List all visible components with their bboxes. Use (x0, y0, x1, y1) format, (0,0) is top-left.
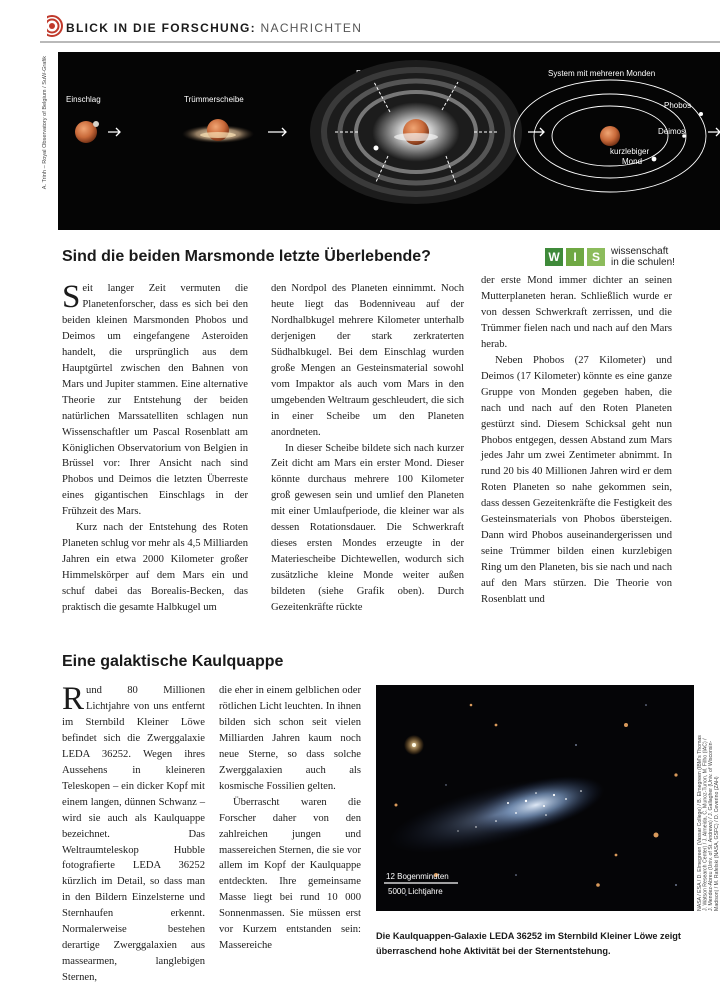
galaxy-credit (698, 685, 718, 911)
article1-column1 (62, 281, 248, 616)
section-header (66, 21, 362, 35)
article2-col1-text: und 80 Millionen Lichtjahre von uns entfernt im Sternbild Kleiner Löwe befindet sich die Zwerggalaxie LEDA 36252. Wegen ihres Aussehens in kleineren Teleskopen – ein dicker Kopf mit einem langen, dünnen Schwanz – wird sie auch als Kaulquappe bezeichnet. Das Weltraumteleskop Hubble fotografierte LEDA 36252 kürzlich im Detail, so dass man in den Bildern Einzelsterne und Sternhaufen erkennt. Normalerweise bestehen derartige Zwerggalaxien aus massearmen, langlebigen Sternen, (62, 685, 205, 984)
article2-dropcap: R (62, 681, 85, 717)
section-logo-icon (40, 14, 64, 38)
article1-paragraph (62, 281, 248, 520)
mars-stage4 (600, 126, 620, 146)
subsection-name: NACHRICHTEN (260, 21, 363, 35)
article2-paragraph: die eher in einem gelblichen oder rötlichen Licht leuchten. In ihnen bilden sich schon seit vielen Milliarden Jahren kaum noch neue Sterne, so dass solche Zwerggalaxien auch als kosmische Fossilien gelten. (219, 685, 361, 792)
wis-letter-i: I (566, 248, 584, 266)
article1-paragraph: Neben Phobos (27 Kilometer) und Deimos (17 Kilometer) könnte es eine ganze Gruppe von Monden gegeben haben, die nach und nach auf den Roten Planeten gestürzt sind. Diesem Schicksal geht nun Phobos entgegen, dessen Abstand zum Mars jedes Jahr um zwei Zentimeter abnimmt. In rund 20 bis 40 Millionen Jahren wird er dem Roten Planeten so nahe gekommen sein, dass dessen Gezeitenkräfte die Festigkeit des Gesteinsmaterials von Phobos übersteigen. Dann wird Phobos auseinandergerissen und seine Trümmer bilden einen kurzlebigen Ring um den Planeten, bis sie nach und nach auf den Mars stürzen. Die Theorie von Rosenblatt und (481, 354, 672, 606)
article1-dropcap: S (62, 279, 81, 315)
wis-label-line1: wissenschaft (611, 246, 669, 257)
infographic-credit-text: A. Trinh – Royal Observatory of Belgium / SuW-Grafik (42, 56, 48, 190)
wis-badge[interactable] (545, 244, 720, 270)
short-lived-moon-dot (652, 157, 657, 162)
infographic-credit (42, 56, 54, 232)
label-multi-moon: System mit mehreren Monden (548, 69, 656, 78)
phobos-dot (699, 112, 703, 116)
article1-column3 (481, 273, 672, 608)
wis-letter-w: W (545, 248, 563, 266)
article1-paragraph: In dieser Scheibe bildete sich nach kurzer Zeit dicht am Mars ein erster Mond. Dieser könnte durchaus mehrere 100 Kilometer groß gewesen sein und umlief den Planeten mit einer Umlaufperiode, die kleiner war als dessen Rotationsdauer. Die Schwerkraft dieses ersten Mondes erzeugte in der Materiescheibe Dichtewellen, wodurch sich zusätzliche kleine Monde weiter außen bildeten (siehe Grafik oben). Durch Gezeitenkräfte rückte (271, 442, 464, 614)
arrow-icon (708, 128, 720, 136)
article2-column2 (219, 683, 361, 954)
label-short-lived-2: Mond (622, 157, 643, 166)
mars-stage3 (403, 119, 429, 145)
label-debris-disk: Trümmerscheibe (184, 95, 244, 104)
label-impact: Einschlag (66, 95, 101, 104)
galaxy-image (376, 685, 694, 911)
arrow-icon (108, 128, 120, 136)
wis-label-line2: in die schulen! (611, 257, 675, 268)
wis-label (611, 246, 675, 268)
arrow-icon (528, 128, 544, 136)
wis-letter-s: S (587, 248, 605, 266)
article1-title: Sind die beiden Marsmonde letzte Überlebende? (62, 248, 431, 265)
article2-title: Eine galaktische Kaulquappe (62, 653, 284, 670)
scale-arcmin: 12 Bogenminuten (386, 872, 449, 881)
article2-paragraph: Überrascht waren die Forscher daher von den zahlreichen jungen und massereichen Sternen, die sie vor allem im Kopf der Kaulquappe entdeckten. Ihre gemeinsame Masse liegt bei rund 10 000 Sonnenmassen. Sie müssen erst vor Kurzem entstanden sein: Massereiche (219, 796, 361, 952)
article1-col1-text: eit langer Zeit vermuten die Planetenforscher, dass es sich bei den beiden kleinen Marsmonden Phobos und Deimos um eingefangene Asteroiden handelt, die ursprünglich aus dem Hauptgürtel zwischen den Bahnen von Mars und Jupiter stammen. Eine alternative Theorie zur Entstehung der beiden natürlichen Marssatelliten schlagen nun Wissenschaftler um Pascal Rosenblatt am Königlichen Observatorium von Belgien in Brüssel vor: Ihrer Ansicht nach sind Phobos und Deimos die letzten Überreste eines gigantischen Einschlags in der Frühzeit des Mars. (62, 283, 248, 518)
article1-column2 (271, 281, 464, 616)
galaxy-credit-text: NASA / ESA / D. Elmegreen (Vassar College) / B. Elmegreen (IBM’s Thomas J. Watson Research Center) / J. Almeida, C. Munoz-Tunon, M. Filho (IAC) / J. Mendez-Abreu (Univ. of St. Andrews) / J. Gallagher (Univ. of Wisconsin- Madison) / M. Rafelski (NASA, GSFC) / D. Ceverino (ZAH) (697, 735, 720, 911)
article1-paragraph: der erste Mond immer dichter an seinen Mutterplaneten heran. Schließlich wurde er von dessen Schwerkraft zerrissen, und die Trümmer fielen nach und nach auf den Mars herab. (481, 275, 672, 350)
article1-paragraph: Kurz nach der Entstehung des Roten Planeten schlug vor mehr als 4,5 Milliarden Jahren ein etwa 2000 Kilometer großer Himmelskörper auf dem Mars ein und schuf dabei das Borealis-Becken, das praktisch die gesamte Halbkugel um (62, 522, 248, 614)
article1-paragraph: den Nordpol des Planeten einnimmt. Noch heute liegt das Bodenniveau auf der Nordhalbkugel mehrere Kilometer unterhalb derjenigen der stark zerkraterten Südhalbkugel. Bei dem Einschlag wurden große Mengen an Gesteinsmaterial sowohl vom Impaktor als auch vom Mars in den umgebenden Weltraum geschleudert, die sich in einer Scheibe um den Planeten anordneten. (271, 283, 464, 438)
impactor (93, 121, 99, 127)
header-rule (40, 41, 720, 43)
section-separator: : (250, 21, 256, 35)
article2-column1 (62, 683, 205, 986)
mars-moon-formation-infographic (58, 52, 720, 230)
arrow-icon (268, 128, 286, 136)
label-deimos: Deimos (658, 127, 686, 136)
article2-paragraph (62, 683, 205, 986)
first-moon (374, 146, 379, 151)
section-name: BLICK IN DIE FORSCHUNG (66, 21, 251, 35)
galaxy-caption: Die Kaulquappen-Galaxie LEDA 36252 im Sternbild Kleiner Löwe zeigt überraschend hohe Aktivität bei der Sternentstehung. (376, 931, 681, 956)
scale-lightyears: 5000 Lichtjahre (388, 887, 443, 896)
label-short-lived-1: kurzlebiger (610, 147, 650, 156)
label-phobos: Phobos (664, 101, 692, 110)
